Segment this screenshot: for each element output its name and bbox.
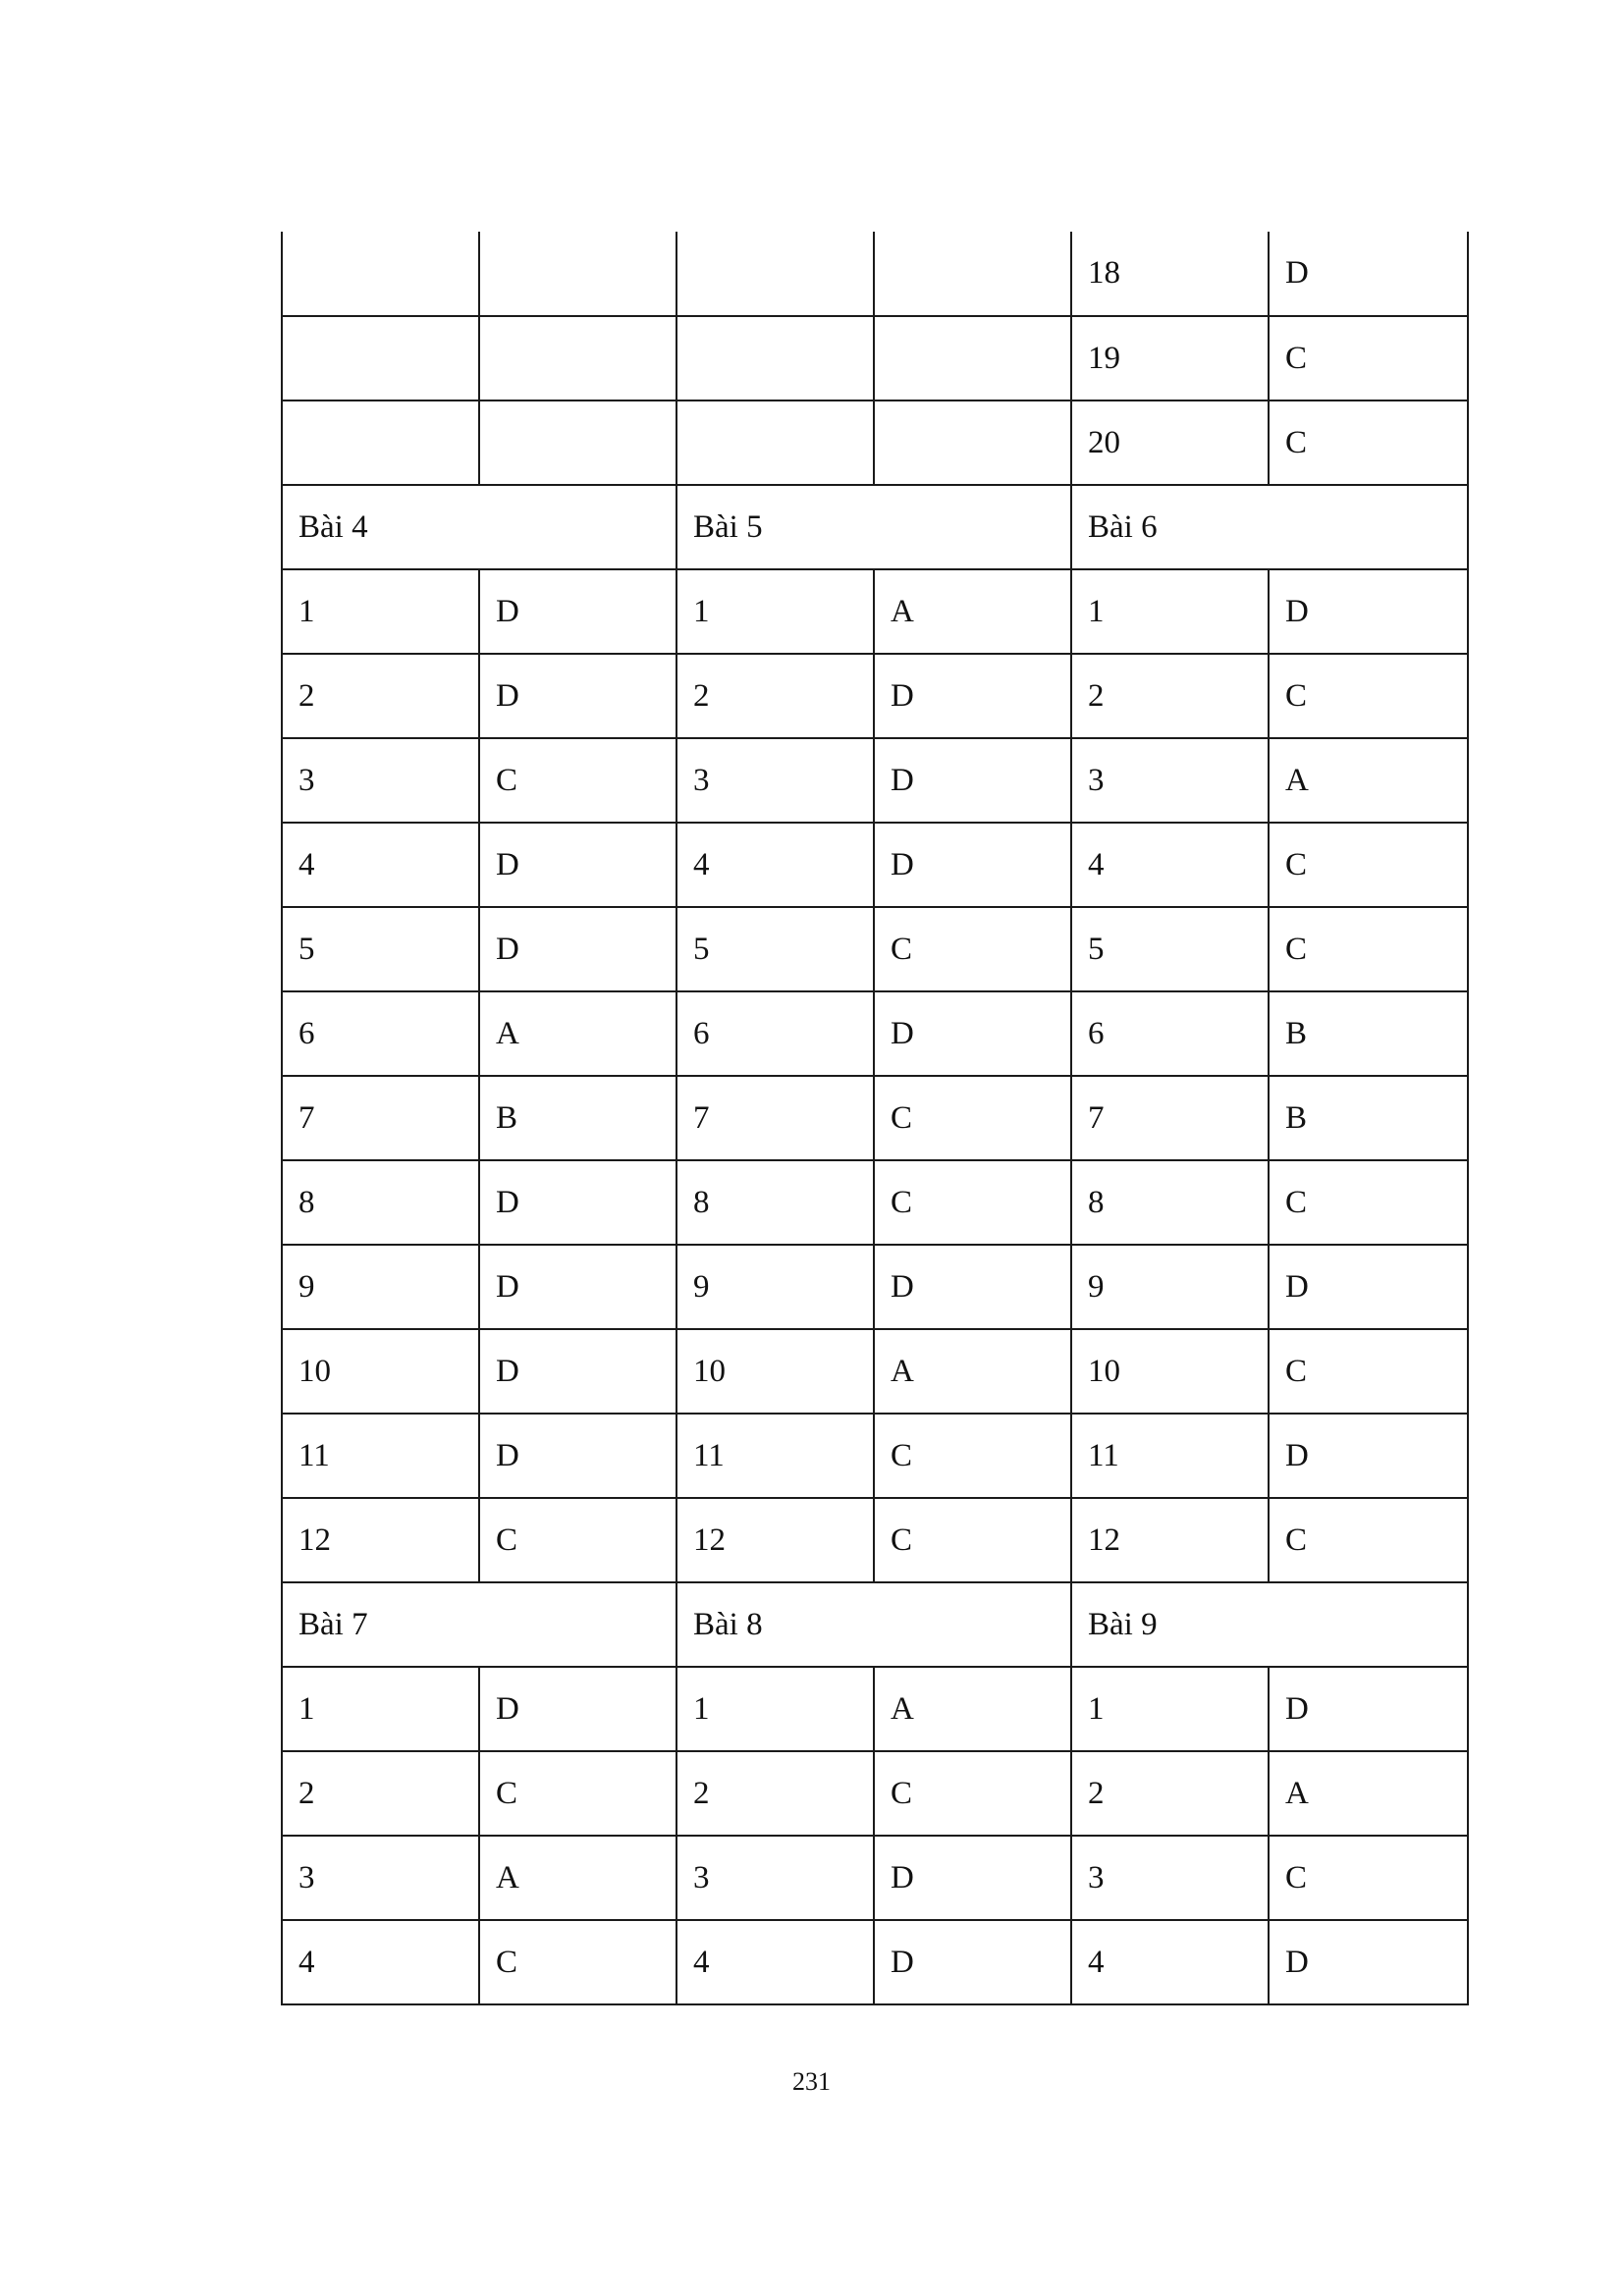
question-number-cell: 2 bbox=[1071, 1751, 1269, 1836]
answer-cell: D bbox=[1269, 1245, 1468, 1329]
question-number-cell: 2 bbox=[282, 654, 479, 738]
table-row bbox=[282, 1329, 1468, 1414]
table-row bbox=[282, 1498, 1468, 1582]
question-number-cell: 2 bbox=[1071, 654, 1269, 738]
answer-cell: C bbox=[874, 1414, 1071, 1498]
answer-cell: A bbox=[479, 991, 676, 1076]
answer-cell: C bbox=[874, 1160, 1071, 1245]
answer-cell: C bbox=[1269, 400, 1468, 485]
answer-cell: C bbox=[479, 1751, 676, 1836]
question-number-cell: 11 bbox=[282, 1414, 479, 1498]
question-number-cell: 2 bbox=[282, 1751, 479, 1836]
question-number-cell: 6 bbox=[1071, 991, 1269, 1076]
answer-cell: B bbox=[1269, 1076, 1468, 1160]
answer-cell: D bbox=[874, 654, 1071, 738]
question-number-cell: 1 bbox=[282, 1667, 479, 1751]
section-header: Bài 4 bbox=[282, 485, 676, 569]
answer-cell bbox=[874, 400, 1071, 485]
question-number-cell: 4 bbox=[676, 823, 874, 907]
table-row bbox=[282, 316, 1468, 400]
answer-cell: D bbox=[1269, 1667, 1468, 1751]
answer-cell: C bbox=[1269, 823, 1468, 907]
question-number-cell: 7 bbox=[676, 1076, 874, 1160]
answer-cell: D bbox=[479, 1414, 676, 1498]
table-row bbox=[282, 1836, 1468, 1920]
question-number-cell bbox=[676, 400, 874, 485]
answer-cell: D bbox=[479, 1329, 676, 1414]
answer-cell: C bbox=[874, 907, 1071, 991]
answer-cell: D bbox=[874, 823, 1071, 907]
table-row bbox=[282, 400, 1468, 485]
question-number-cell: 5 bbox=[676, 907, 874, 991]
table-row bbox=[282, 1920, 1468, 2004]
answer-cell: C bbox=[1269, 1836, 1468, 1920]
answer-cell: C bbox=[1269, 316, 1468, 400]
question-number-cell bbox=[282, 400, 479, 485]
question-number-cell: 1 bbox=[676, 1667, 874, 1751]
question-number-cell: 6 bbox=[676, 991, 874, 1076]
question-number-cell: 4 bbox=[282, 1920, 479, 2004]
question-number-cell: 12 bbox=[676, 1498, 874, 1582]
question-number-cell: 11 bbox=[676, 1414, 874, 1498]
answer-cell: A bbox=[1269, 1751, 1468, 1836]
answer-cell: D bbox=[479, 1245, 676, 1329]
answer-cell: C bbox=[1269, 654, 1468, 738]
question-number-cell: 6 bbox=[282, 991, 479, 1076]
question-number-cell: 5 bbox=[282, 907, 479, 991]
answer-cell: D bbox=[479, 569, 676, 654]
answer-cell: C bbox=[874, 1751, 1071, 1836]
question-number-cell: 1 bbox=[1071, 1667, 1269, 1751]
table-row bbox=[282, 569, 1468, 654]
question-number-cell: 10 bbox=[282, 1329, 479, 1414]
answer-cell: A bbox=[874, 569, 1071, 654]
answer-cell: D bbox=[874, 991, 1071, 1076]
answer-cell: D bbox=[1269, 1414, 1468, 1498]
table-row bbox=[282, 1076, 1468, 1160]
question-number-cell: 18 bbox=[1071, 232, 1269, 316]
section-header: Bài 5 bbox=[676, 485, 1071, 569]
question-number-cell: 5 bbox=[1071, 907, 1269, 991]
table-row bbox=[282, 991, 1468, 1076]
answer-cell: C bbox=[1269, 1329, 1468, 1414]
question-number-cell: 1 bbox=[1071, 569, 1269, 654]
section-header: Bài 8 bbox=[676, 1582, 1071, 1667]
question-number-cell: 3 bbox=[282, 738, 479, 823]
section-header-row bbox=[282, 1582, 1468, 1667]
answer-table bbox=[281, 232, 1469, 2005]
answer-cell: D bbox=[1269, 1920, 1468, 2004]
answer-cell: D bbox=[479, 1160, 676, 1245]
table-row bbox=[282, 1667, 1468, 1751]
question-number-cell: 12 bbox=[1071, 1498, 1269, 1582]
answer-cell: C bbox=[479, 738, 676, 823]
answer-cell: D bbox=[874, 1920, 1071, 2004]
table-row bbox=[282, 738, 1468, 823]
question-number-cell: 20 bbox=[1071, 400, 1269, 485]
question-number-cell: 3 bbox=[676, 1836, 874, 1920]
answer-cell: B bbox=[1269, 991, 1468, 1076]
answer-cell: A bbox=[874, 1667, 1071, 1751]
question-number-cell: 2 bbox=[676, 1751, 874, 1836]
answer-cell: C bbox=[1269, 1498, 1468, 1582]
question-number-cell: 4 bbox=[676, 1920, 874, 2004]
page-number: 231 bbox=[792, 2067, 831, 2096]
question-number-cell: 8 bbox=[282, 1160, 479, 1245]
answer-cell: A bbox=[1269, 738, 1468, 823]
question-number-cell: 4 bbox=[282, 823, 479, 907]
table-row bbox=[282, 1160, 1468, 1245]
answer-cell bbox=[479, 232, 676, 316]
section-header: Bài 9 bbox=[1071, 1582, 1468, 1667]
question-number-cell bbox=[676, 232, 874, 316]
answer-cell: D bbox=[479, 823, 676, 907]
answer-cell: B bbox=[479, 1076, 676, 1160]
answer-cell: D bbox=[874, 738, 1071, 823]
answer-cell: A bbox=[479, 1836, 676, 1920]
question-number-cell: 9 bbox=[282, 1245, 479, 1329]
question-number-cell bbox=[282, 316, 479, 400]
question-number-cell: 2 bbox=[676, 654, 874, 738]
answer-cell: C bbox=[1269, 1160, 1468, 1245]
answer-cell: C bbox=[874, 1498, 1071, 1582]
question-number-cell: 3 bbox=[1071, 1836, 1269, 1920]
answer-table-body bbox=[282, 232, 1468, 2004]
section-header: Bài 7 bbox=[282, 1582, 676, 1667]
answer-cell: C bbox=[874, 1076, 1071, 1160]
answer-cell: D bbox=[479, 907, 676, 991]
answer-cell: C bbox=[479, 1920, 676, 2004]
question-number-cell bbox=[676, 316, 874, 400]
question-number-cell: 1 bbox=[676, 569, 874, 654]
answer-cell: D bbox=[874, 1836, 1071, 1920]
question-number-cell: 3 bbox=[282, 1836, 479, 1920]
answer-cell: D bbox=[479, 1667, 676, 1751]
question-number-cell: 10 bbox=[1071, 1329, 1269, 1414]
question-number-cell: 10 bbox=[676, 1329, 874, 1414]
table-row bbox=[282, 654, 1468, 738]
answer-cell bbox=[874, 316, 1071, 400]
question-number-cell: 9 bbox=[1071, 1245, 1269, 1329]
question-number-cell: 8 bbox=[1071, 1160, 1269, 1245]
question-number-cell: 11 bbox=[1071, 1414, 1269, 1498]
table-row bbox=[282, 1751, 1468, 1836]
table-row bbox=[282, 823, 1468, 907]
answer-cell: A bbox=[874, 1329, 1071, 1414]
table-row bbox=[282, 1414, 1468, 1498]
answer-cell: D bbox=[1269, 569, 1468, 654]
question-number-cell: 8 bbox=[676, 1160, 874, 1245]
answer-cell: D bbox=[874, 1245, 1071, 1329]
table-row bbox=[282, 232, 1468, 316]
question-number-cell: 12 bbox=[282, 1498, 479, 1582]
table-row bbox=[282, 907, 1468, 991]
answer-cell: D bbox=[479, 654, 676, 738]
question-number-cell: 9 bbox=[676, 1245, 874, 1329]
answer-cell bbox=[874, 232, 1071, 316]
answer-cell bbox=[479, 316, 676, 400]
section-header-row bbox=[282, 485, 1468, 569]
question-number-cell: 19 bbox=[1071, 316, 1269, 400]
answer-cell: C bbox=[1269, 907, 1468, 991]
question-number-cell: 7 bbox=[1071, 1076, 1269, 1160]
question-number-cell: 1 bbox=[282, 569, 479, 654]
question-number-cell: 7 bbox=[282, 1076, 479, 1160]
question-number-cell: 3 bbox=[676, 738, 874, 823]
answer-cell bbox=[479, 400, 676, 485]
answer-cell: D bbox=[1269, 232, 1468, 316]
question-number-cell bbox=[282, 232, 479, 316]
question-number-cell: 4 bbox=[1071, 823, 1269, 907]
question-number-cell: 3 bbox=[1071, 738, 1269, 823]
section-header: Bài 6 bbox=[1071, 485, 1468, 569]
table-row bbox=[282, 1245, 1468, 1329]
answer-cell: C bbox=[479, 1498, 676, 1582]
question-number-cell: 4 bbox=[1071, 1920, 1269, 2004]
